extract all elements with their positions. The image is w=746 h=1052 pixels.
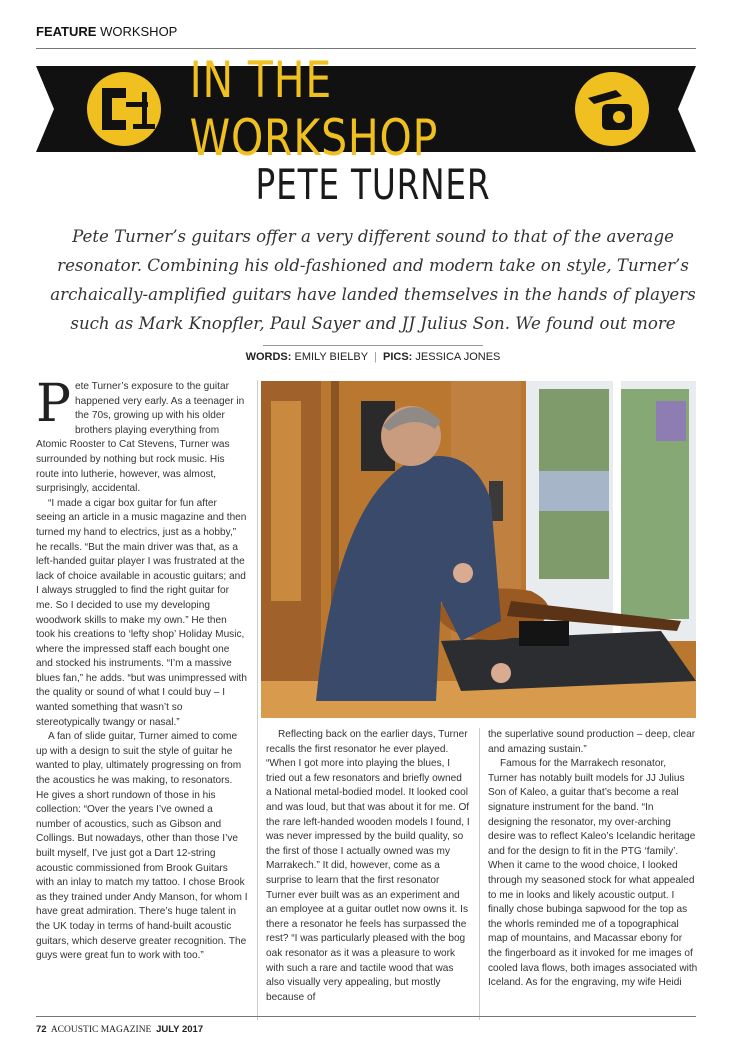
section-label-bold: FEATURE: [36, 24, 97, 39]
article-column-right: [488, 728, 698, 1020]
section-label-rest: WORKSHOP: [100, 24, 178, 39]
pics-label: PICS:: [382, 351, 413, 363]
section-label: [36, 24, 177, 39]
paragraph: Famous for the Marrakech resonator, Turner has notably built models for JJ Julius Son of Kaleo, a guitar that’s become a real signature instrument for the band. “In designing the resonator, my over-arching desire was to reflect Kaleo’s Icelandic heritage and for the design to fit in the PTG ‘family’. When it came to the wood choice, I looked through my seasoned stock for what appealed to me in looks and likely acoustic output. I finally chose bubinga sapwood for the top as the whorls reminded me of a topographical map of mountains, and Macassar ebony for the fingerboard as it invoked for me images of cooled lava flows, both images associated with Iceland. As for the engraving, my wife Heidi: [488, 758, 698, 989]
footer-rule: [36, 1016, 696, 1017]
byline: WORDS: EMILY BIELBY | PICS: JESSICA JONES: [245, 351, 501, 363]
words-name: EMILY BIELBY: [294, 351, 368, 363]
words-label: WORDS:: [245, 351, 292, 363]
tape-measure-icon: [575, 72, 649, 146]
clamp-icon: [87, 72, 161, 146]
drop-cap: P: [36, 380, 71, 434]
issue-date: JULY 2017: [156, 1024, 204, 1035]
paragraph: Reflecting back on the earlier days, Turner recalls the first resonator he ever played. “When I got more into playing the blues, I tried out a few resonators and briefly owned a National metal-bodied model. It looked cool and was loud, but that was about it for me. Of the rare left-handed wooden models I found, I was never impressed by the build quality, so the first of those I actually owned was my Marrakech.” It did, however, come as a surprise to learn that the first resonator Turner ever built was as an experiment and an employee at a guitar outlet now owns it. Is there a resonator he feels has surpassed the rest? “I was particularly pleased with the bog oak resonator as it was a pleasure to work with such a rare and tactile wood that was also visually very appealing, but mostly because of: [266, 729, 470, 1003]
paragraph: ete Turner’s exposure to the guitar happened very early. As a teenager in the 70s, growing up with his older brothers playing everything from Atomic Rooster to Cat Stevens, Turner was surrounded by nothing but rock music. His route into lutherie, however, was almost, surprisingly, accidental.: [36, 381, 245, 495]
article-column-middle: [266, 728, 470, 1020]
article-column-left: [36, 380, 248, 1020]
paragraph: A fan of slide guitar, Turner aimed to come up with a design to suit the style of guitar he wanted to play, ultimately progressing on from the acoustics he was making, to resonators. He gives a short rundown of those in his collection: “Over the years I’ve owned a number of acoustics, such as Gibson and Collings. But nowadays, other than those I’ve built myself, I’ve just got a Dart 12-string acoustic commissioned from Brook Guitars with an inlay to match my tattoo. I chose Brook as they trained under Andy Manson, for whom I have great admiration. There’s huge talent in the UK today in terms of hand-built acoustic guitars, which deserve greater recognition. The guys were great fun to work with too.”: [36, 731, 248, 962]
column-divider: [479, 728, 480, 1020]
page-number: 72: [36, 1024, 47, 1035]
page-folio: [36, 1024, 203, 1035]
standfirst: Pete Turner’s guitars offer a very different sound to that of the average resonator. Combining his old-fashioned and modern take on style, Turner’s archaically-amplified guitars have landed themselves in the hands of players such as Mark Knopfler, Paul Sayer and JJ Julius Son. We found out more: [50, 227, 696, 333]
column-divider: [257, 380, 258, 1020]
pics-name: JESSICA JONES: [415, 351, 501, 363]
subject-name: PETE TURNER: [255, 160, 491, 209]
banner-title: IN THE WORKSHOP: [189, 51, 439, 167]
header-rule: [36, 48, 696, 49]
workshop-photo: [261, 381, 696, 718]
magazine-name: ACOUSTIC MAGAZINE: [50, 1025, 152, 1035]
paragraph: the superlative sound production – deep, clear and amazing sustain.”: [488, 729, 696, 755]
credits-rule: [263, 345, 483, 346]
paragraph: “I made a cigar box guitar for fun after seeing an article in a music magazine and then turned my hand to electrics, just as a hobby,” he recalls. “But the main driver was that, as a left-handed guitar player I was frustrated at the lack of choice available in acoustic guitars; and I always struggled to find the right guitar for me. So I decided to use my developing woodwork skills to make my own.” He then took his creations to ‘lefty shop’ Holiday Music, where the impressed staff each bought one and stocked his instruments. “I’m a massive blues fan,” he adds. “but was unimpressed with the quality or sound of what I could buy – I wanted something that wasn’t so stereotypically twangy or nasal.”: [36, 497, 247, 728]
